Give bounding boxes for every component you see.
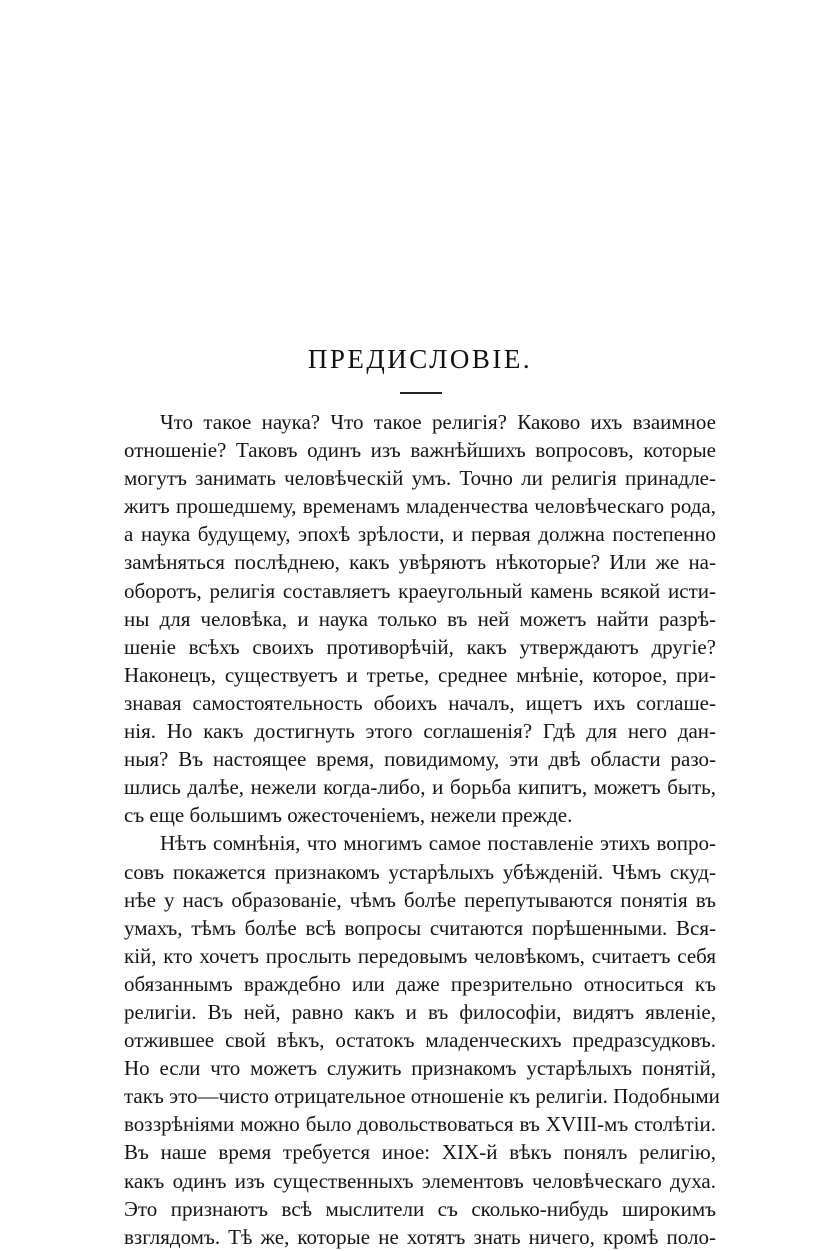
text-line: нѣе у насъ образованіе, чѣмъ болѣе перепутываются понятія въ bbox=[124, 887, 716, 912]
text-line: ны для человѣка, и наука только въ ней можетъ найти разрѣ- bbox=[124, 606, 716, 631]
text-line: отношеніе? Таковъ одинъ изъ важнѣйшихъ вопросовъ, которые bbox=[124, 438, 716, 463]
text-line: Но если что можетъ служить признакомъ устарѣлыхъ понятій, bbox=[124, 1056, 716, 1081]
title-divider bbox=[400, 392, 442, 394]
text-line: религіи. Въ ней, равно какъ и въ философіи, видятъ явленіе, bbox=[124, 999, 716, 1024]
text-line: ныя? Въ настоящее время, повидимому, эти двѣ области разо- bbox=[124, 747, 716, 772]
text-line: Нѣтъ сомнѣнія, что многимъ самое поставленіе этихъ вопро- bbox=[160, 831, 716, 856]
text-line: шеніе всѣхъ своихъ противорѣчій, какъ утверждаютъ другіе? bbox=[124, 634, 716, 659]
text-line: умахъ, тѣмъ болѣе всѣ вопросы считаются порѣшенными. Вся- bbox=[124, 915, 716, 940]
text-line: оборотъ, религія составляетъ краеугольный камень всякой исти- bbox=[124, 578, 716, 603]
text-line: нія. Но какъ достигнуть этого соглашенія? Гдѣ для него дан- bbox=[124, 719, 716, 744]
text-line: житъ прошедшему, временамъ младенчества человѣческаго рода, bbox=[124, 494, 716, 519]
text-line: могутъ занимать человѣческій умъ. Точно ли религія принадле- bbox=[124, 466, 716, 491]
paragraph-1 bbox=[124, 408, 716, 829]
text-line: совъ покажется признакомъ устарѣлыхъ убѣжденій. Чѣмъ скуд- bbox=[124, 859, 716, 884]
body-text bbox=[124, 408, 720, 1251]
text-line: замѣняться послѣднею, какъ увѣряютъ нѣкоторые? Или же на- bbox=[124, 550, 716, 575]
text-line: кій, кто хочетъ прослыть передовымъ человѣкомъ, считаетъ себя bbox=[124, 943, 716, 968]
text-line: обязаннымъ враждебно или даже презрительно относиться къ bbox=[124, 971, 716, 996]
text-line: Что такое наука? Что такое религія? Каково ихъ взаимное bbox=[160, 410, 716, 434]
text-line: какъ одинъ изъ существенныхъ элементовъ человѣческаго духа. bbox=[124, 1168, 716, 1193]
text-line: воззрѣніями можно было довольствоваться въ XVIII-мъ столѣтіи. bbox=[124, 1112, 716, 1137]
text-line: шлись далѣе, нежели когда-либо, и борьба кипитъ, можетъ быть, bbox=[124, 775, 716, 800]
text-line: Въ наше время требуется иное: XIX-й вѣкъ понялъ религію, bbox=[124, 1140, 716, 1165]
text-line: Это признаютъ всѣ мыслители съ сколько-нибудь широкимъ bbox=[124, 1196, 716, 1221]
text-line: такъ это—чисто отрицательное отношеніе къ религіи. Подобными bbox=[124, 1084, 720, 1109]
text-line: знавая самостоятельность обоихъ началъ, ищетъ ихъ соглаше- bbox=[124, 690, 716, 715]
text-line: съ еще большимъ ожесточеніемъ, нежели прежде. bbox=[124, 803, 573, 828]
text-line: взглядомъ. Тѣ же, которые не хотятъ знать ничего, кромѣ поло- bbox=[124, 1224, 716, 1249]
text-line: отжившее свой вѣкъ, остатокъ младенческихъ предразсудковъ. bbox=[124, 1028, 716, 1053]
page-title: ПРЕДИСЛОВІЕ. bbox=[307, 344, 533, 374]
text-line: Наконецъ, существуетъ и третье, среднее мнѣніе, которое, при- bbox=[124, 662, 716, 687]
text-line: а наука будущему, эпохѣ зрѣлости, и первая должна постепенно bbox=[124, 522, 716, 547]
paragraph-2 bbox=[124, 829, 720, 1250]
